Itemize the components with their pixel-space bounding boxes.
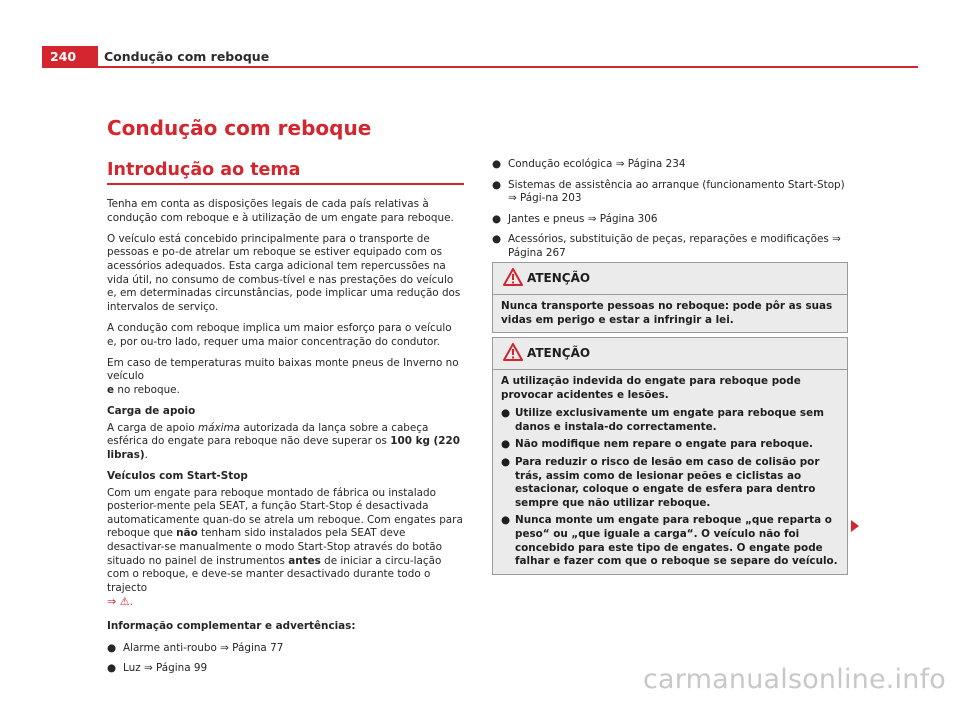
paragraph: O veículo está concebido principalmente para o transporte de pessoas e po-de atrelar um reboque se estiver equipado com os acessórios adequados. Esta carga adicional tem repercussões na vida útil, no consumo de combus-tível e nas prestações do veículo e, em determinadas circunstâncias, pode implicar uma redução dos intervalos de serviço.	[107, 232, 461, 313]
bullet-icon: ●	[492, 212, 502, 225]
bullet-icon: ●	[501, 514, 511, 527]
warning-header	[493, 338, 847, 370]
warning-triangle-icon	[503, 343, 523, 361]
warning-list-item: ● Não modifique nem repare o engate para reboque.	[501, 438, 813, 451]
warning-box	[492, 337, 848, 575]
list-item	[492, 179, 846, 206]
left-column	[107, 198, 464, 683]
right-column	[492, 158, 846, 268]
bullet-icon: ●	[501, 455, 511, 468]
warning-body	[493, 295, 847, 332]
list-item	[492, 213, 846, 227]
warning-list-item: ● Nunca monte um engate para reboque „que reparta o peso“ ou „que iguale a carga“. O veículo não foi concebido para este tipo de engates. O engate pode falhar e fazer com que o reboque se separe do veículo.	[501, 514, 838, 568]
paragraph: A carga de apoio máxima autorizada da lança sobre a cabeça esférica do engate para reboque não deve superar os 100 kg (220 libras).	[107, 421, 460, 461]
link-text[interactable]: Jantes e pneus ⇒ Página 306	[508, 212, 658, 225]
list-item	[107, 662, 464, 676]
paragraph: A condução com reboque implica um maior esforço para o veículo e, por ou-tro lado, requer uma maior concentração do condutor.	[107, 321, 452, 348]
list-item	[492, 233, 846, 260]
link-text[interactable]: Acessórios, substituição de peças, reparações e modificações ⇒ Página 267	[508, 233, 841, 259]
paragraph: Com um engate para reboque montado de fábrica ou instalado posterior-mente pela SEAT, a função Start-Stop é desactivada automaticamente quan-do se atrela um reboque. Com engates para reboque que não tenham sido instalados pela SEAT deve desactivar-se manualmente o modo Start-Stop através do botão situado no painel de instrumentos antes de iniciar a circu-lação com o reboque, e deve-se manter desactivado durante todo o trajecto ⇒ ⚠.	[107, 486, 463, 609]
bullet-icon: ●	[107, 662, 117, 675]
bullet-icon: ●	[501, 438, 511, 451]
bullet-icon: ●	[492, 158, 502, 170]
warning-heading: ATENÇÃO	[527, 346, 591, 360]
list-item	[492, 158, 846, 172]
list-item	[107, 642, 464, 656]
continue-arrow-icon	[851, 520, 859, 532]
bullet-icon: ●	[492, 233, 502, 246]
section-title: Introdução ao tema	[107, 160, 301, 180]
link-text[interactable]: Sistemas de assistência ao arranque (funcionamento Start-Stop) ⇒ Pági-na 203	[508, 178, 845, 205]
warning-heading: ATENÇÃO	[527, 271, 591, 285]
running-title: Condução com reboque	[104, 49, 270, 64]
page-title: Condução com reboque	[107, 116, 372, 140]
warning-triangle-icon	[503, 268, 523, 286]
warning-text: A utilização indevida do engate para reboque pode provocar acidentes e lesões.	[501, 375, 801, 401]
warning-box	[492, 262, 848, 333]
bullet-icon: ●	[107, 641, 117, 654]
bullet-icon: ●	[501, 407, 511, 420]
bullet-icon: ●	[492, 178, 502, 191]
warning-header	[493, 263, 847, 295]
section-rule	[107, 183, 464, 185]
warning-list-item: ● Utilize exclusivamente um engate para reboque sem danos e instala-do correctamente.	[501, 407, 824, 433]
link-text[interactable]: Alarme anti-roubo ⇒ Página 77	[123, 641, 284, 654]
link-text[interactable]: Luz ⇒ Página 99	[123, 662, 208, 675]
paragraph: Em caso de temperaturas muito baixas monte pneus de Inverno no veículo e no reboque.	[107, 356, 459, 396]
watermark: carmanualsonline.info	[643, 664, 946, 695]
warning-text: Nunca transporte pessoas no reboque: pode pôr as suas vidas em perigo e estar a infringir a lei.	[501, 300, 833, 326]
warning-body	[493, 370, 847, 574]
subheading: Informação complementar e advertências:	[107, 620, 356, 632]
header-rule	[98, 66, 918, 68]
warning-reference[interactable]: ⇒ ⚠.	[107, 595, 134, 609]
page-number: 240	[42, 46, 98, 68]
subheading: Carga de apoio	[107, 405, 196, 418]
warning-list-item: ● Para reduzir o risco de lesão em caso de colisão por trás, assim como de lesionar peões e ciclistas ao estacionar, coloque o engate de esfera para dentro sempre que não utilizar reboque.	[501, 455, 820, 509]
subheading: Veículos com Start-Stop	[107, 470, 248, 483]
link-text[interactable]: Condução ecológica ⇒ Página 234	[508, 158, 686, 170]
paragraph: Tenha em conta as disposições legais de cada país relativas à condução com reboque e à utilização de um engate para reboque.	[107, 198, 454, 224]
